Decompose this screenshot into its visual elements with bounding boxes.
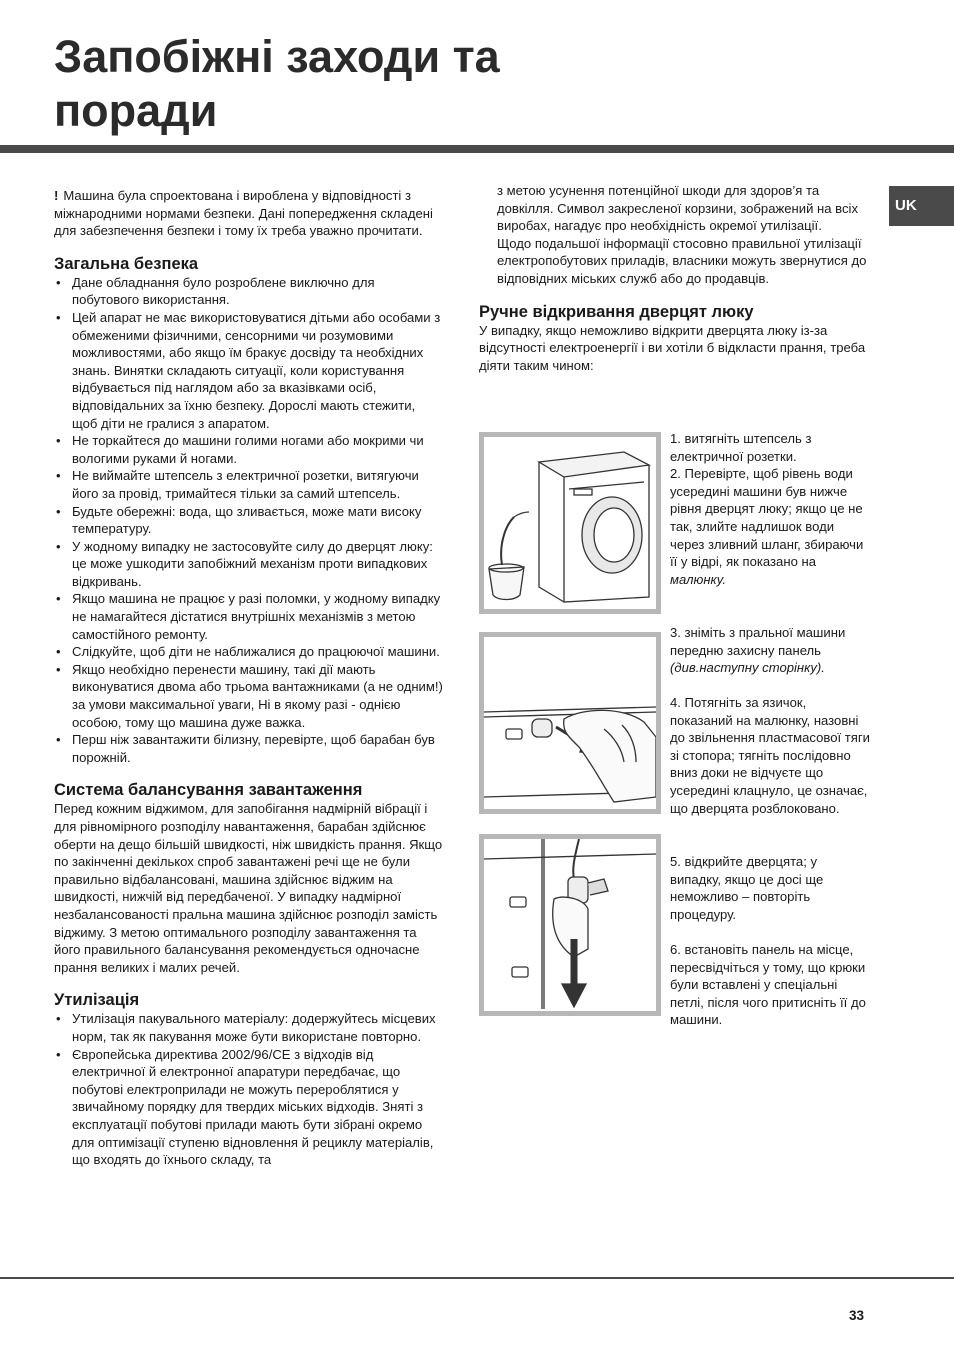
- step-4: [670, 694, 870, 817]
- disposal-list: [54, 1010, 444, 1168]
- pull-tab-illustration: [484, 637, 656, 809]
- step-5: [670, 853, 870, 923]
- left-column: [54, 187, 444, 1169]
- manual-door-intro: У випадку, якщо неможливо відкрити дверцята люку із-за відсутності електроенергії і ви хотіли б відкласти прання, треба діяти таким чином:: [479, 322, 866, 373]
- step-5-text: 5. відкрийте дверцята; у випадку, якщо це досі ще неможливо – повторіть процедуру.: [670, 854, 824, 922]
- balancing-text: Перед кожним віджимом, для запобігання надмірній вібрації і для рівномірного розподілу навантаження, барабан здійснює оберти на дещо більшій швидкості, ніж швидкість прання. Якщо по закінченні декількох спроб завантажені речі ще не були правильно відбалансовані, машина здійснює віджим на швидкості, нижчій від передбаченої. У випадку надмірної незбалансованості пральна машина здійснює розподіл замість віджиму. З метою оптимального розподілу завантаження та його правильного балансування рекомендується одночасне прання великих і малих речей.: [54, 801, 443, 975]
- step-6: [670, 941, 870, 1029]
- step-2: [670, 465, 870, 588]
- general-safety-heading: Загальна безпека: [54, 254, 199, 273]
- warning-mark: !: [54, 188, 59, 203]
- title-line-1: Запобіжні заходи та: [54, 31, 500, 82]
- list-item: • Будьте обережні: вода, що зливається, може мати високу температуру.: [54, 503, 444, 538]
- list-item: • Європейська директива 2002/96/CE з відходів від електричної й електронної апаратури передбачає, що побутові електроприлади не можуть перероблятися у звичайному порядку для твердих міських відходів. Зняті з експлуатації побутові прилади мають бути зібрані окремо для оптимізації ступеню відновлення й рециклу матеріалів, що входять до їхнього складу, та: [54, 1046, 444, 1169]
- page-title: [54, 30, 754, 138]
- list-item: • Не виймайте штепсель з електричної розетки, витягуючи його за провід, тримайтеся тільки за самий штепсель.: [54, 467, 444, 502]
- disposal-continuation: з метою усунення потенційної шкоди для здоров’я та довкілля. Символ закресленої корзини, зображений на всіх виробах, нагадує про необхідність окремої утилізації.: [497, 183, 858, 234]
- steps-1-2: [670, 430, 870, 588]
- list-item: • Цей апарат не має використовуватися дітьми або особами з обмеженими фізичними, сенсорними чи розумовими можливостями, або якщо їм бракує досвіду та необхідних знань. Винятки складають ситуації, коли користування відбувається під наглядом або за вказівками осіб, відповідальних за їхню безпеку. Дорослі мають стежити, щоб діти не гралися з апаратом.: [54, 309, 444, 432]
- step-4-text: 4. Потягніть за язичок, показаний на малюнку, назовні до звільнення пластмасової тяги зі стопора; тягніть послідовно вниз доки не відчуєте що усередині клацнуло, це означає, що дверцята розблоковано.: [670, 695, 870, 816]
- disposal-heading: Утилізація: [54, 991, 140, 1010]
- language-tab: UK: [889, 186, 954, 226]
- figure-pull-down: [479, 834, 661, 1016]
- list-item: • Якщо машина не працює у разі поломки, у жодному випадку не намагайтеся дістатися внутрішніх механізмів з метою самостійного ремонту.: [54, 590, 444, 643]
- figure-drain-water: [479, 432, 661, 614]
- title-divider: [0, 145, 954, 153]
- list-item: • Слідкуйте, щоб діти не наближалися до працюючої машини.: [54, 643, 444, 661]
- list-item: • Перш ніж завантажити білизну, перевірте, щоб барабан був порожній.: [54, 731, 444, 766]
- step-3: [670, 624, 870, 677]
- disposal-further-info: Щодо подальшої інформації стосовно правильної утилізації електропобутових приладів, власники можуть звернутися до відповідних міських служб або до продавців.: [497, 235, 867, 286]
- manual-door-heading: Ручне відкривання дверцят люку: [479, 302, 754, 321]
- step-6-text: 6. встановіть панель на місце, пересвідчіться у тому, що крюки були вставлені у спеціальні петлі, після чого притисніть її до машини.: [670, 942, 866, 1028]
- list-item: • Не торкайтеся до машини голими ногами або мокрими чи вологими руками й ногами.: [54, 432, 444, 467]
- list-item: • Дане обладнання було розроблене виключно для побутового використання.: [54, 274, 444, 309]
- intro-text: Машина була спроектована і вироблена у відповідності з міжнародними нормами безпеки. Дані попередження складені для забезпечення безпеки і тому їх треба уважно прочитати.: [54, 188, 433, 239]
- balancing-heading: Система балансування завантаження: [54, 781, 363, 800]
- page-number: 33: [849, 1308, 865, 1323]
- step-1: 1. витягніть штепсель з електричної розетки.: [670, 431, 812, 464]
- list-item: • Утилізація пакувального матеріалу: додержуйтесь місцевих норм, так як пакування може бути використане повторно.: [54, 1010, 444, 1045]
- figure-pull-tab: [479, 632, 661, 814]
- step-3-reference: (див.наступну сторінку).: [670, 660, 825, 676]
- step-3-text: 3. зніміть з пральної машини передню захисну панель: [670, 625, 846, 658]
- washing-machine-illustration: [484, 437, 656, 609]
- pull-down-illustration: [484, 839, 656, 1011]
- footer-divider: [0, 1277, 954, 1279]
- step-2-text: 2. Перевірте, щоб рівень води усередині машини був нижче рівня дверцят люку; якщо це не так, злийте надлишок води через зливний шланг, збираючи її у відрі, як показано на: [670, 466, 864, 570]
- general-safety-list: [54, 274, 444, 767]
- list-item: • Якщо необхідно перенести машину, такі дії мають виконуватися двома або трьома вантажниками (а не одним!) за умови максимальної уваги, Ні в якому разі - однією особою, тому що машина дуже важка.: [54, 661, 444, 731]
- intro-paragraph: [54, 187, 444, 240]
- title-line-2: поради: [54, 85, 218, 136]
- list-item: • У жодному випадку не застосовуйте силу до дверцят люку: це може ушкодити запобіжний механізм проти випадкових відкривань.: [54, 538, 444, 591]
- step-2-reference: малюнку.: [670, 571, 727, 587]
- right-column: [479, 182, 871, 374]
